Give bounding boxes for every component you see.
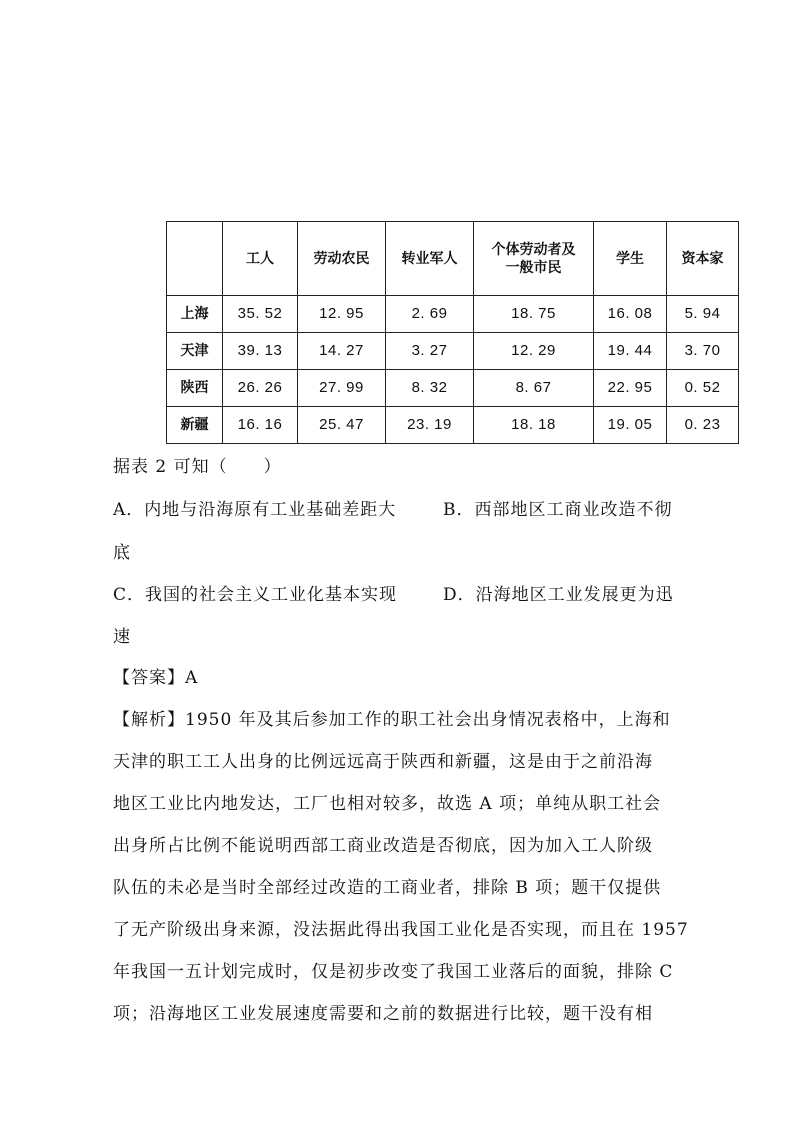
option-d-continued: 速 bbox=[113, 627, 131, 647]
table-cell: 26. 26 bbox=[223, 370, 298, 407]
header-line: 一般市民 bbox=[505, 259, 562, 276]
table-cell: 3. 70 bbox=[667, 333, 739, 370]
question-stem: 据表 2 可知（ ） bbox=[113, 457, 282, 477]
table-cell: 39. 13 bbox=[223, 333, 298, 370]
option-c: C．我国的社会主义工业化基本实现 bbox=[113, 585, 398, 605]
table-cell: 3. 27 bbox=[386, 333, 474, 370]
option-b-continued: 底 bbox=[113, 543, 131, 563]
table-cell: 0. 52 bbox=[667, 370, 739, 407]
analysis-line: 地区工业比内地发达，工厂也相对较多，故选 A 项；单纯从职工社会 bbox=[113, 794, 662, 814]
header-line: 个体劳动者及 bbox=[491, 241, 576, 258]
table-cell: 2. 69 bbox=[386, 296, 474, 333]
analysis-line: 天津的职工工人出身的比例远远高于陕西和新疆，这是由于之前沿海 bbox=[113, 752, 653, 772]
table-cell: 18. 18 bbox=[474, 407, 594, 444]
table-header-cell: 工人 bbox=[223, 222, 298, 296]
table-cell: 25. 47 bbox=[298, 407, 386, 444]
table-header-cell: 转业军人 bbox=[386, 222, 474, 296]
table-row bbox=[167, 333, 739, 370]
table-header-cell: 劳动农民 bbox=[298, 222, 386, 296]
region-cell: 天津 bbox=[167, 333, 223, 370]
analysis-line: 项；沿海地区工业发展速度需要和之前的数据进行比较，题干没有相 bbox=[113, 1004, 653, 1024]
analysis-line: 年我国一五计划完成时，仅是初步改变了我国工业落后的面貌，排除 C bbox=[113, 962, 674, 982]
table-header-cell bbox=[167, 222, 223, 296]
table-cell: 14. 27 bbox=[298, 333, 386, 370]
region-cell: 新疆 bbox=[167, 407, 223, 444]
table-row bbox=[167, 370, 739, 407]
table-cell: 0. 23 bbox=[667, 407, 739, 444]
table-cell: 8. 32 bbox=[386, 370, 474, 407]
option-b: B．西部地区工商业改造不彻 bbox=[443, 500, 673, 520]
table-header-row bbox=[167, 222, 739, 296]
table-row bbox=[167, 407, 739, 444]
table-header-cell bbox=[474, 222, 594, 296]
analysis-line: 【解析】1950 年及其后参加工作的职工社会出身情况表格中，上海和 bbox=[113, 710, 671, 730]
table-header-cell: 资本家 bbox=[667, 222, 739, 296]
table-cell: 19. 44 bbox=[594, 333, 667, 370]
analysis-line: 队伍的未必是当时全部经过改造的工商业者，排除 B 项；题干仅提供 bbox=[113, 878, 662, 898]
table-header-cell: 学生 bbox=[594, 222, 667, 296]
table-cell: 23. 19 bbox=[386, 407, 474, 444]
table-cell: 22. 95 bbox=[594, 370, 667, 407]
table-cell: 5. 94 bbox=[667, 296, 739, 333]
table-cell: 16. 08 bbox=[594, 296, 667, 333]
region-cell: 陕西 bbox=[167, 370, 223, 407]
table-cell: 12. 95 bbox=[298, 296, 386, 333]
table-cell: 19. 05 bbox=[594, 407, 667, 444]
analysis-line: 了无产阶级出身来源，没法据此得出我国工业化是否实现，而且在 1957 bbox=[113, 920, 689, 940]
answer: 【答案】A bbox=[113, 668, 199, 688]
table-cell: 12. 29 bbox=[474, 333, 594, 370]
table-cell: 18. 75 bbox=[474, 296, 594, 333]
region-cell: 上海 bbox=[167, 296, 223, 333]
analysis-line: 出身所占比例不能说明西部工商业改造是否彻底，因为加入工人阶级 bbox=[113, 836, 653, 856]
option-a: A．内地与沿海原有工业基础差距大 bbox=[113, 500, 397, 520]
option-d: D．沿海地区工业发展更为迅 bbox=[443, 585, 674, 605]
table-cell: 35. 52 bbox=[223, 296, 298, 333]
table-cell: 27. 99 bbox=[298, 370, 386, 407]
table-cell: 16. 16 bbox=[223, 407, 298, 444]
table-row bbox=[167, 296, 739, 333]
table-cell: 8. 67 bbox=[474, 370, 594, 407]
occupation-origin-table bbox=[166, 221, 739, 444]
